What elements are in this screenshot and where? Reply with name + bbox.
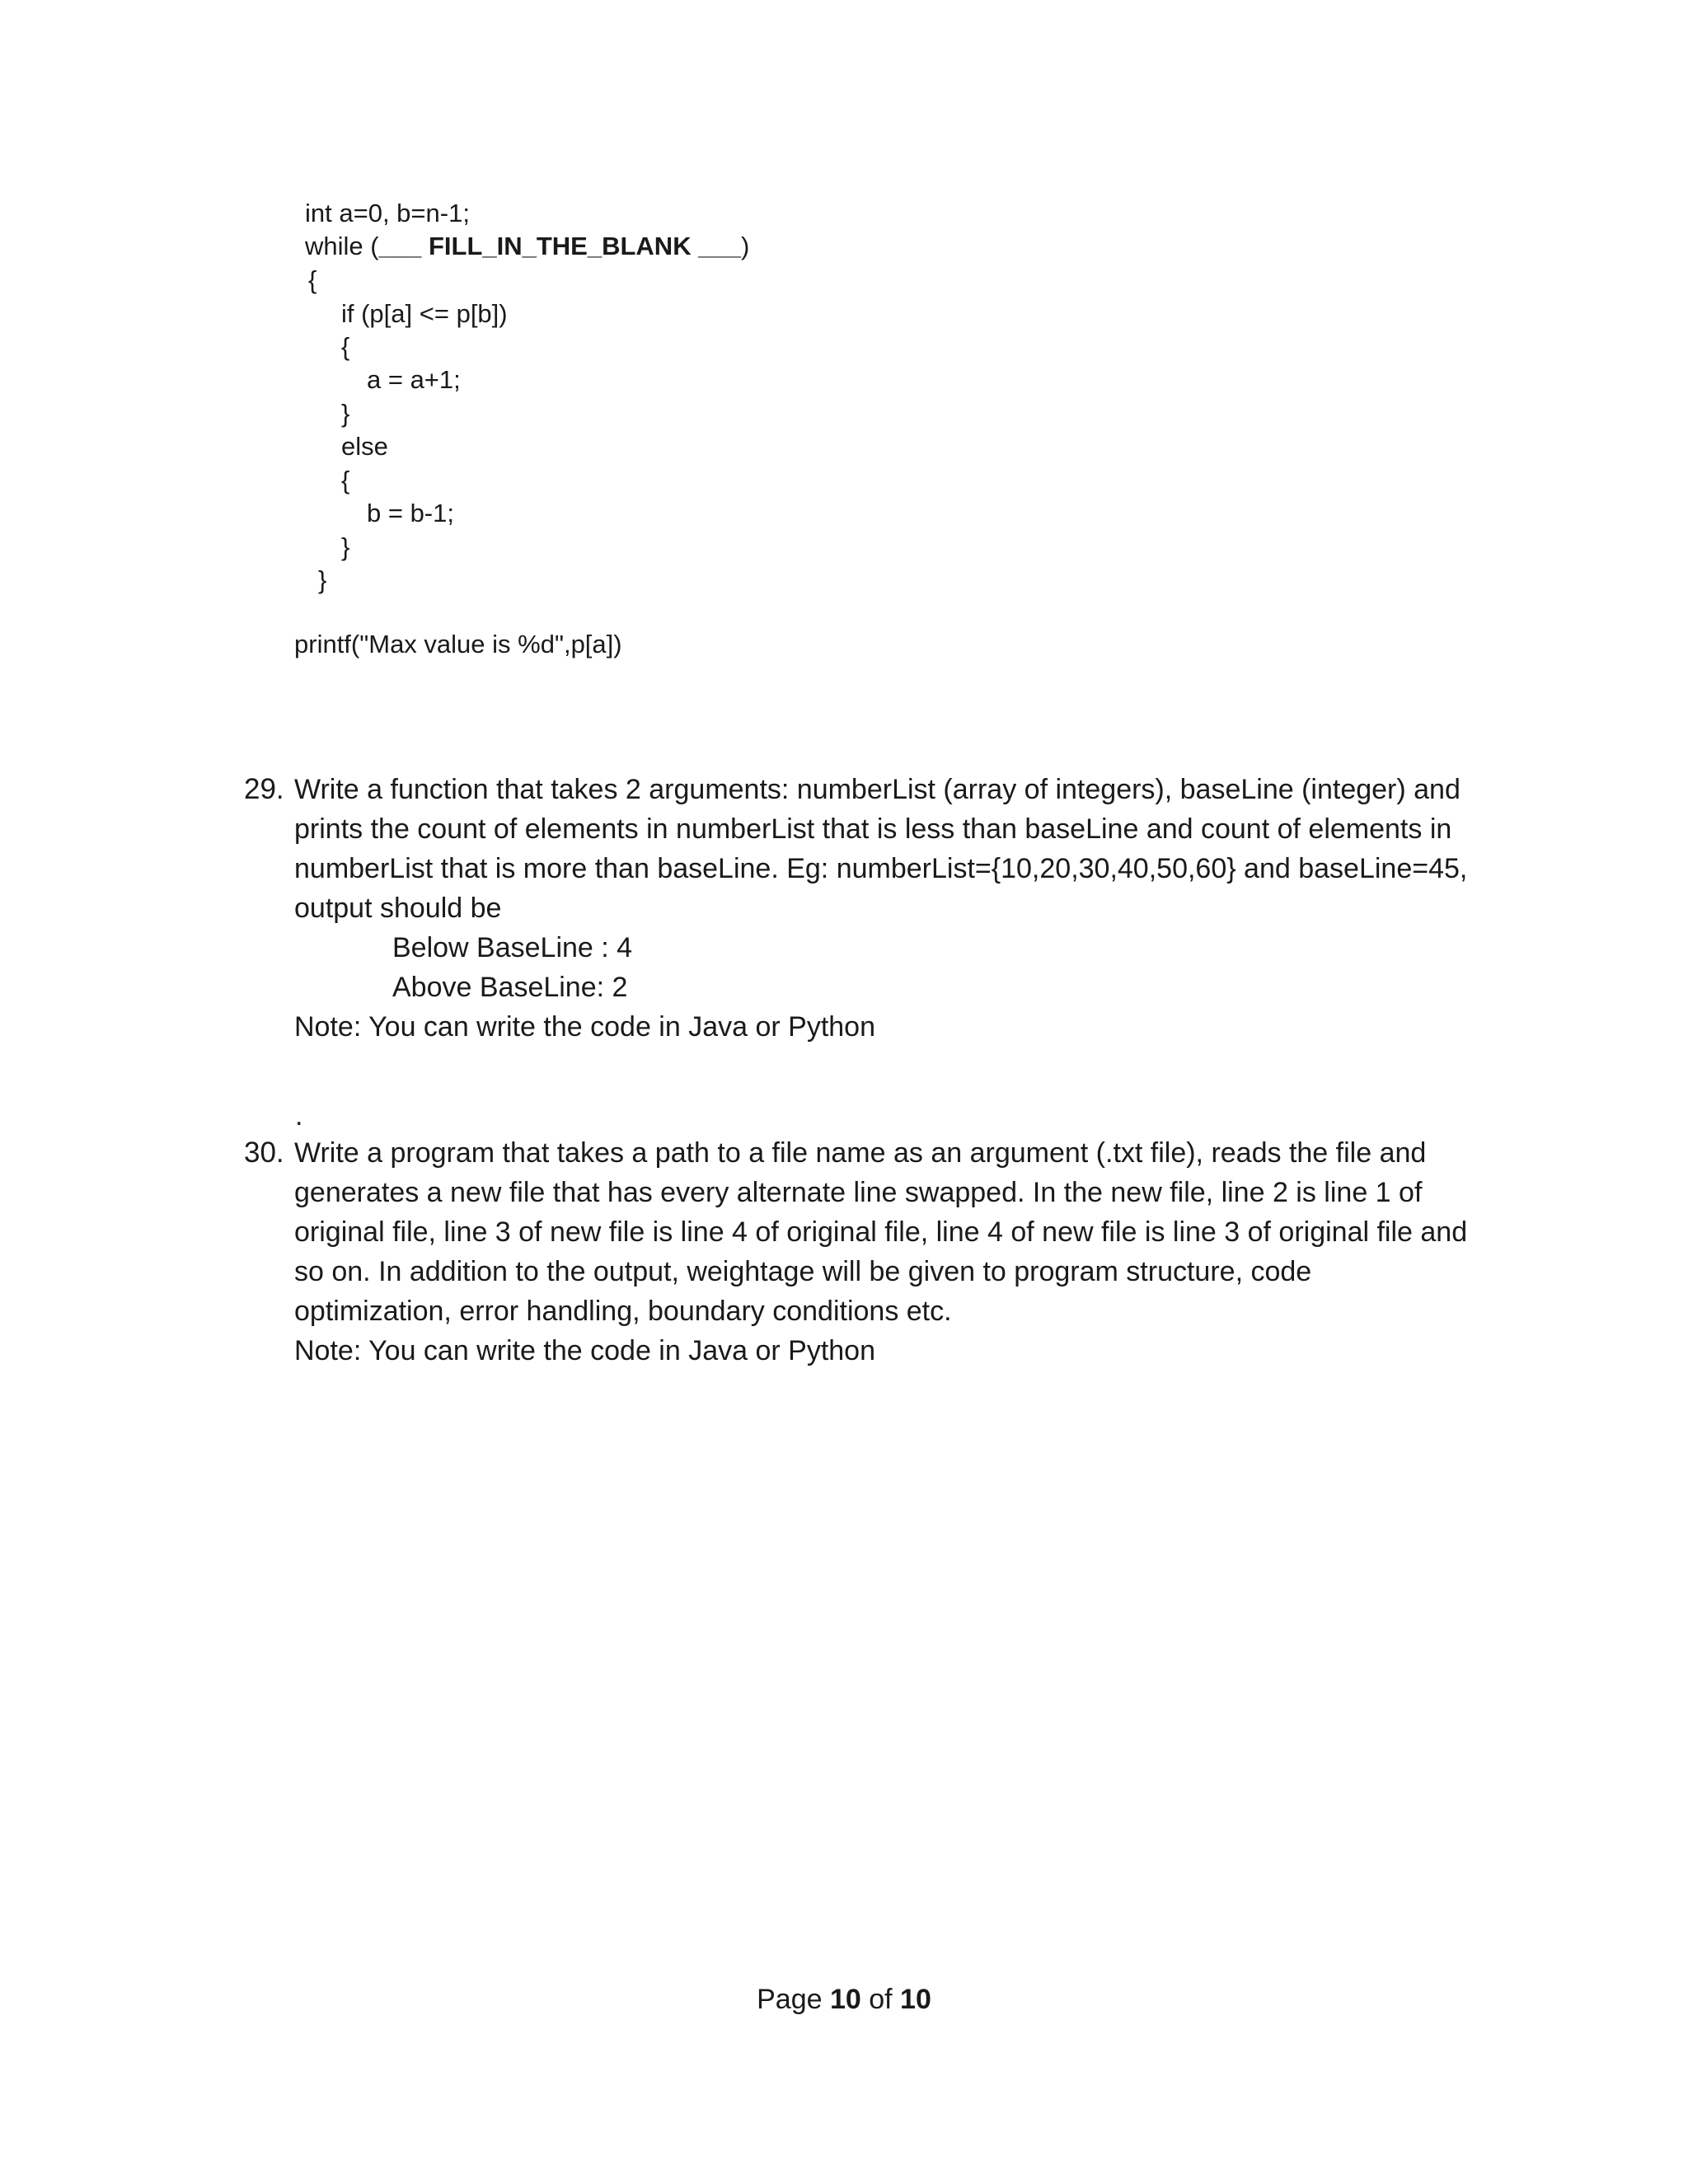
question-line: Write a function that takes 2 arguments: numberList (array of integers), baseLine (integer) and xyxy=(294,774,1461,805)
question-note: Note: You can write the code in Java or Python xyxy=(294,1335,876,1366)
output-above-baseline: Above BaseLine: 2 xyxy=(392,972,628,1003)
code-line-while xyxy=(305,230,749,263)
code-open-brace-if: { xyxy=(341,332,350,361)
question-line: prints the count of elements in numberList that is less than baseLine and count of elements in xyxy=(294,813,1452,845)
question-number: 30. xyxy=(244,1137,284,1169)
code-close-brace-if: } xyxy=(341,399,350,428)
fill-in-the-blank-label: FILL_IN_THE_BLANK xyxy=(428,232,692,260)
question-number: 29. xyxy=(244,773,284,805)
footer-middle: of xyxy=(860,1984,901,2015)
question-text xyxy=(294,770,1468,1047)
output-below-baseline: Below BaseLine : 4 xyxy=(392,932,633,963)
footer-prefix: Page xyxy=(757,1984,830,2015)
page-footer xyxy=(0,1980,1688,2019)
blank-left: ___ xyxy=(378,232,422,260)
code-line-a-increment: a = a+1; xyxy=(367,365,461,394)
question-line: optimization, error handling, boundary conditions etc. xyxy=(294,1296,952,1327)
question-line: Write a program that takes a path to a file name as an argument (.txt file), reads the file and xyxy=(294,1137,1427,1169)
total-page-count: 10 xyxy=(900,1984,931,2015)
while-suffix: ) xyxy=(740,232,750,260)
current-page-number: 10 xyxy=(829,1984,861,2015)
question-text xyxy=(294,1133,1498,1371)
code-line-init: int a=0, b=n-1; xyxy=(305,199,470,227)
blank-right: ___ xyxy=(698,232,741,260)
question-line: numberList that is more than baseLine. Eg: numberList={10,20,30,40,50,60} and baseLine=45, xyxy=(294,853,1468,884)
code-open-brace-else: { xyxy=(341,466,350,494)
code-line-else: else xyxy=(341,432,388,461)
question-line: so on. In addition to the output, weightage will be given to program structure, code xyxy=(294,1256,1312,1287)
while-prefix: while ( xyxy=(305,232,379,260)
separator-dot: . xyxy=(295,1100,303,1132)
question-line: generates a new file that has every alternate line swapped. In the new file, line 2 is line 1 of xyxy=(294,1177,1423,1208)
code-close-brace-outer: } xyxy=(318,565,327,594)
code-open-brace-outer: { xyxy=(308,265,317,294)
code-close-brace-else: } xyxy=(341,532,350,561)
code-line-b-decrement: b = b-1; xyxy=(367,499,454,527)
question-note: Note: You can write the code in Java or Python xyxy=(294,1011,876,1043)
question-line: original file, line 3 of new file is line 4 of original file, line 4 of new file is line 3 of original file and xyxy=(294,1216,1468,1248)
question-line: output should be xyxy=(294,893,502,924)
code-line-if: if (p[a] <= p[b]) xyxy=(341,299,508,328)
code-line-printf: printf("Max value is %d",p[a]) xyxy=(294,630,622,658)
